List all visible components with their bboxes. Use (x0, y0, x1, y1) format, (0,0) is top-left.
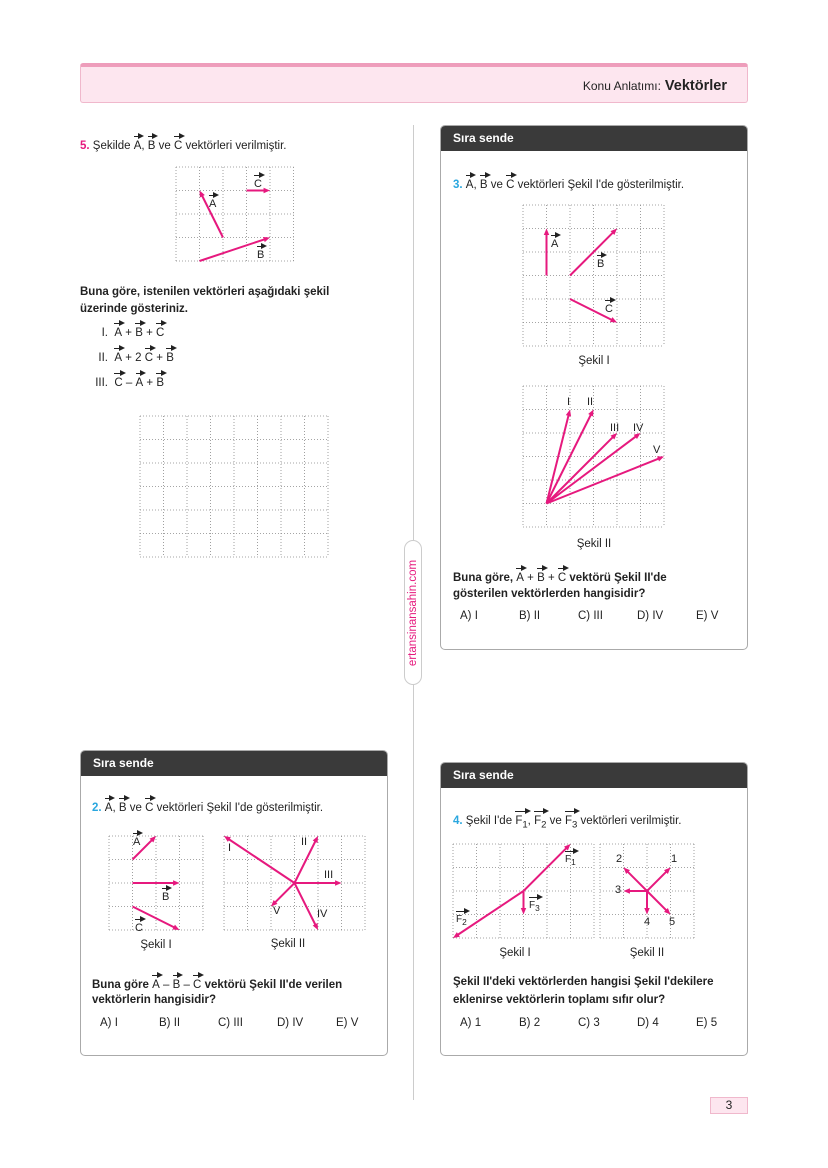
fig-label: 2 (616, 853, 623, 865)
vector-c: C (174, 137, 182, 153)
fig-label: 4 (644, 916, 651, 928)
question-number: 2. (92, 802, 102, 814)
text: vektörü Şekil II'de verilen (204, 979, 343, 991)
option-a[interactable]: A) 1 (460, 1017, 482, 1029)
fig-label: III (324, 869, 334, 881)
q3-options (460, 610, 755, 622)
vector: C (145, 349, 153, 365)
header-title: Vektörler (664, 78, 727, 94)
item-number: II. (98, 352, 108, 364)
fig-label: V (653, 444, 661, 456)
page-header (80, 63, 748, 103)
watermark (404, 540, 422, 685)
fig-label: 3 (615, 884, 622, 896)
item-number: III. (95, 377, 108, 389)
text: Buna göre (92, 979, 149, 991)
fig-label-f2: $F_2$ (456, 914, 467, 927)
vector-arrow (644, 891, 649, 915)
q3-intro: 3. A, B ve C vektörleri Şekil I'de gösterilmiştir. (453, 176, 684, 192)
operator: + (156, 352, 164, 364)
option-b[interactable]: B) 2 (519, 1017, 541, 1029)
text: Buna göre, (453, 572, 514, 584)
vector-arrow (271, 883, 295, 907)
vector: A (114, 349, 122, 365)
answer-grid (140, 416, 328, 557)
operator: + 2 (125, 352, 142, 364)
page-number: 3 (710, 1097, 748, 1114)
fig-label-f1: $F_1$ (565, 854, 576, 867)
q5-intro: 5. Şekilde A, B ve C vektörleri verilmiştir. (80, 137, 287, 153)
fig-label: IV (317, 908, 328, 920)
vector-arrow (547, 433, 618, 504)
vector-f2: $F_2$ (534, 812, 546, 832)
option-b[interactable]: B) II (519, 610, 541, 622)
fig-label-b: B (257, 249, 265, 261)
q4-question: Şekil II'deki vektörlerden hangisi Şekil I'dekilere (453, 976, 714, 988)
operator: + (527, 572, 534, 584)
figure-caption: Şekil I (140, 939, 172, 951)
text: ve (549, 815, 562, 827)
text: Şekilde (92, 140, 131, 152)
option-c[interactable]: C) III (218, 1017, 243, 1029)
vector: B (166, 349, 174, 365)
q3-question-2: gösterilen vektörlerden hangisidir? (453, 588, 646, 600)
q4-options (460, 1017, 755, 1029)
text: vektörleri Şekil I'de gösterilmiştir. (156, 802, 324, 814)
option-a[interactable]: A) I (100, 1017, 118, 1029)
operator: + (146, 377, 154, 389)
q2-options (100, 1017, 395, 1029)
vector-arrow (647, 868, 671, 892)
q4-intro: 4. Şekil I'de $F_1$, $F_2$ ve $F_3$ vektörleri verilmiştir. (453, 812, 682, 832)
text: vektörleri verilmiştir. (185, 140, 287, 152)
figure-caption: Şekil I (578, 355, 610, 367)
text: ve (490, 179, 503, 191)
fig-label-c: C (605, 303, 613, 315)
text: vektörleri Şekil I'de gösterilmiştir. (517, 179, 685, 191)
operator: – (125, 377, 133, 389)
box-title: Sıra sende (441, 126, 747, 151)
operator: + (547, 572, 555, 584)
option-d[interactable]: D) IV (277, 1017, 304, 1029)
vector: C (114, 374, 122, 390)
item-number: I. (101, 327, 108, 339)
vector-a: A (516, 569, 524, 585)
q2-figure-1 (109, 836, 203, 930)
vector-arrow (624, 888, 648, 893)
fig-label-a: A (209, 198, 217, 210)
vector-b: B (173, 976, 181, 992)
q5-figure-grid (176, 167, 294, 261)
operator: + (146, 327, 153, 339)
vector-c: C (558, 569, 566, 585)
q2-question-2: vektörlerin hangisidir? (92, 994, 216, 1006)
operator: – (162, 979, 170, 991)
q5-item (80, 324, 164, 340)
vector-f1: $F_1$ (515, 812, 527, 832)
vector-b: B (480, 176, 488, 192)
vector-a: A (466, 176, 474, 192)
operator: + (125, 327, 132, 339)
vector: C (156, 324, 164, 340)
header-prefix: Konu Anlatımı: (582, 79, 661, 93)
vector-arrow (224, 836, 295, 883)
q2-intro: 2. A, B ve C vektörleri Şekil I'de gösterilmiştir. (92, 799, 323, 815)
fig-label: I (567, 396, 571, 408)
fig-label: III (610, 422, 620, 434)
vector-c: C (193, 976, 201, 992)
q2-question (92, 976, 342, 992)
option-b[interactable]: B) II (159, 1017, 181, 1029)
vector-a: A (152, 976, 160, 992)
fig-label: I (228, 842, 232, 854)
option-e[interactable]: E) V (336, 1017, 359, 1029)
text: ve (158, 140, 171, 152)
q5-question-2: üzerinde gösteriniz. (80, 303, 188, 315)
fig-label-c: C (254, 178, 262, 190)
question-number: 4. (453, 815, 463, 827)
option-e[interactable]: E) V (696, 610, 719, 622)
vector-a: A (134, 137, 142, 153)
option-a[interactable]: A) I (460, 610, 478, 622)
vector: A (136, 374, 144, 390)
watermark-text: ertansinansahin.com (407, 559, 419, 666)
vector-arrow (624, 868, 648, 892)
fig-label-f3: $F_3$ (529, 900, 540, 913)
option-d[interactable]: D) IV (637, 610, 664, 622)
box-title: Sıra sende (441, 763, 747, 788)
fig-label: IV (633, 422, 644, 434)
figure-caption: Şekil II (576, 538, 612, 550)
q5-question: Buna göre, istenilen vektörleri aşağıdaki şekil (80, 286, 330, 298)
q3-question (453, 569, 667, 585)
text: Şekil I'de (465, 815, 513, 827)
fig-label: 1 (671, 853, 678, 865)
q4-question-2: eklenirse vektörlerin toplamı sıfır olur? (453, 994, 666, 1006)
fig-label-b: B (162, 891, 170, 903)
vector: B (135, 324, 143, 340)
figure-caption: Şekil II (629, 947, 665, 959)
vector-b: B (537, 569, 545, 585)
figure-caption: Şekil I (499, 947, 531, 959)
vector-c: C (145, 799, 153, 815)
fig-label: V (273, 905, 281, 917)
text: ve (129, 802, 142, 814)
vector-f3: $F_3$ (565, 812, 577, 832)
fig-label-a: A (551, 238, 559, 250)
option-d[interactable]: D) 4 (637, 1017, 659, 1029)
fig-label: 5 (669, 916, 676, 928)
vector-a: A (105, 799, 113, 815)
question-number: 5. (80, 140, 90, 152)
q2-figure-2 (224, 836, 365, 930)
q3-figure-1 (523, 205, 664, 346)
vector: B (156, 374, 164, 390)
fig-label-b: B (597, 258, 605, 270)
q5-item (80, 349, 174, 365)
option-e[interactable]: E) 5 (696, 1017, 718, 1029)
vector: A (114, 324, 122, 340)
option-c[interactable]: C) 3 (578, 1017, 600, 1029)
fig-label: II (301, 836, 308, 848)
vector-c: C (506, 176, 514, 192)
operator: – (183, 979, 190, 991)
figure-caption: Şekil II (270, 938, 306, 950)
fig-label-a: A (133, 836, 141, 848)
q3-figure-2 (523, 386, 664, 527)
fig-label-c: C (135, 922, 143, 934)
question-number: 3. (453, 179, 463, 191)
fig-label: II (587, 396, 594, 408)
option-c[interactable]: C) III (578, 610, 603, 622)
text: vektörü Şekil II'de (569, 572, 667, 584)
box-title: Sıra sende (81, 751, 387, 776)
vector-arrow (521, 891, 526, 915)
vector-b: B (119, 799, 127, 815)
q5-item (80, 374, 164, 390)
vector-arrow (647, 891, 671, 915)
text: vektörleri verilmiştir. (580, 815, 682, 827)
vector-b: B (148, 137, 156, 153)
